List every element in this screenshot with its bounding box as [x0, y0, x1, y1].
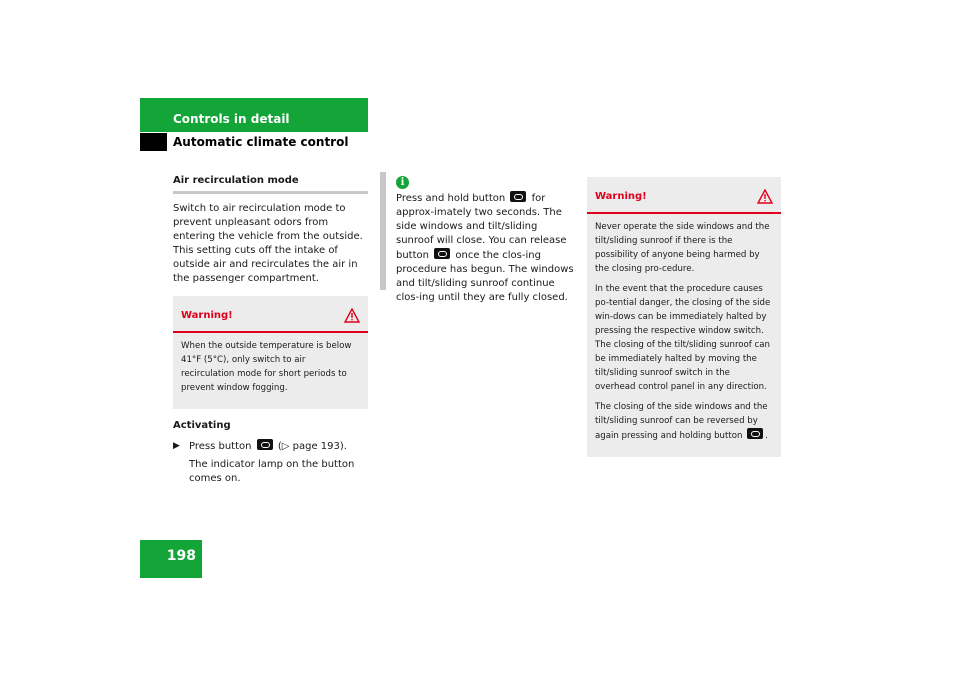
page-number-box [140, 540, 202, 578]
warning-body [173, 333, 368, 409]
arrow-bullet-icon: ▶ [173, 441, 180, 451]
column-middle [396, 176, 576, 305]
warning-text: When the outside temperature is below 41°F (5°C), only switch to air recirculation mode for short periods to prevent window fogging. [181, 341, 352, 393]
section-title: Controls in detail [173, 112, 290, 126]
activating-step [173, 439, 368, 454]
warning-box-1 [173, 296, 368, 409]
warning-box-2 [587, 177, 781, 457]
page-number: 198 [166, 548, 196, 564]
info-part1: Press and hold button [396, 193, 506, 204]
recirculation-button-icon [510, 191, 526, 202]
recirculation-button-icon [257, 439, 273, 450]
activating-result: The indicator lamp on the button comes on. [189, 459, 355, 484]
header-marker [140, 133, 167, 151]
info-part2: for approx-imately two seconds. The side windows and tilt/sliding sunroof will close. You can release button [396, 193, 567, 261]
info-icon: i [396, 176, 409, 189]
column-right [587, 177, 781, 467]
warning-label: Warning! [595, 191, 647, 202]
air-recirc-title: Air recirculation mode [173, 174, 368, 194]
info-sidebar [380, 172, 386, 290]
step-prefix: Press button [189, 441, 252, 452]
info-part3: once the clos-ing procedure has begun. The windows and tilt/sliding sunroof continue clos-ing until they are fully closed. [396, 250, 574, 303]
warning-header [587, 177, 781, 214]
warning-header [173, 296, 368, 333]
step-suffix: (▷ page 193). [277, 441, 347, 452]
column-left [173, 174, 368, 486]
warning-para-1: Never operate the side windows and the tilt/sliding sunroof if there is the possibility of anyone being harmed by the closing pro-cedure. [595, 222, 770, 274]
recirculation-button-icon [434, 248, 450, 259]
subsection-title: Automatic climate control [173, 135, 349, 149]
info-text [396, 191, 576, 305]
activating-heading: Activating [173, 420, 231, 431]
warning-triangle-icon [344, 308, 360, 323]
air-recirc-body: Switch to air recirculation mode to prevent unpleasant odors from entering the vehicle from the outside. This setting cuts off the intake of outside air and recirculates the air in the passenger compartment. [173, 203, 363, 284]
warning-label: Warning! [181, 309, 233, 321]
recirculation-button-icon [747, 428, 763, 439]
warning-triangle-icon [757, 189, 773, 204]
step-text [189, 439, 347, 454]
warning-para-3 [595, 400, 773, 443]
warning-body [587, 214, 781, 457]
warning-para-3-text: The closing of the side windows and the tilt/sliding sunroof can be reversed by again pressing and holding button [595, 402, 768, 441]
warning-para-2: In the event that the procedure causes po-tential danger, the closing of the side win-dows can be immediately halted by pressing the respective window switch. The closing of the tilt/sliding sunroof can be immediately halted by moving the tilt/sliding sunroof switch in the overhead control panel in any direction. [595, 284, 771, 392]
warning-para-3-end: . [765, 431, 768, 441]
